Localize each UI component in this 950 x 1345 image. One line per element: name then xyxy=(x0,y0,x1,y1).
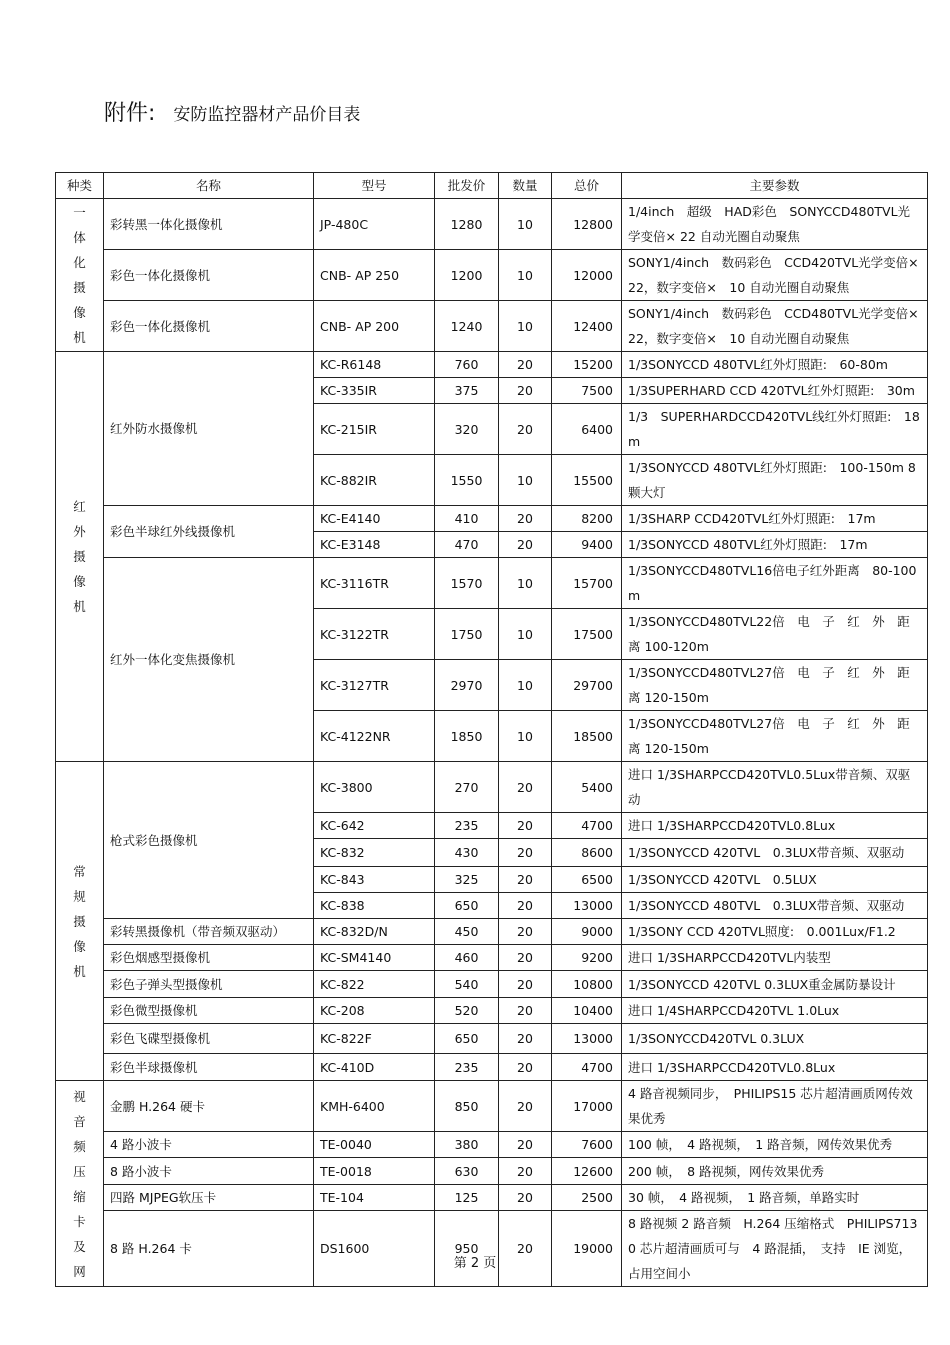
quantity-cell: 20 xyxy=(499,893,552,919)
price-cell: 1750 xyxy=(435,609,499,660)
spec-cell: 1/3SONYCCD 420TVL 0.3LUX带音频、双驱动 xyxy=(622,839,928,867)
price-cell: 380 xyxy=(435,1132,499,1158)
price-cell: 1550 xyxy=(435,455,499,506)
total-cell: 15200 xyxy=(552,352,622,378)
price-cell: 630 xyxy=(435,1158,499,1185)
model-cell: KC-4122NR xyxy=(314,711,435,762)
product-name: 彩转黑摄像机（带音频双驱动） xyxy=(104,919,314,945)
col-header-total: 总价 xyxy=(552,173,622,199)
spec-cell: 进口 1/3SHARPCCD420TVL0.8Lux xyxy=(622,1054,928,1081)
price-cell: 325 xyxy=(435,867,499,893)
table-row xyxy=(56,199,928,250)
heading-lead: 附件: xyxy=(104,101,156,126)
quantity-cell: 20 xyxy=(499,1211,552,1287)
model-cell: TE-0018 xyxy=(314,1158,435,1185)
model-cell: KC-882IR xyxy=(314,455,435,506)
price-cell: 375 xyxy=(435,378,499,404)
total-cell: 7600 xyxy=(552,1132,622,1158)
col-header-wholesale-price: 批发价 xyxy=(435,173,499,199)
quantity-cell: 20 xyxy=(499,919,552,945)
model-cell: KC-3116TR xyxy=(314,558,435,609)
category-cell xyxy=(56,762,104,1081)
table-row xyxy=(56,1211,928,1287)
spec-cell: 1/3SONYCCD 480TVL 0.3LUX带音频、双驱动 xyxy=(622,893,928,919)
model-cell: KC-822F xyxy=(314,1024,435,1054)
spec-cell: SONY1/4inch 数码彩色 CCD420TVL光学变倍× 22，数字变倍× 10 自动光圈自动聚焦 xyxy=(622,250,928,301)
total-cell: 12400 xyxy=(552,301,622,352)
product-name: 枪式彩色摄像机 xyxy=(104,762,314,919)
table-row xyxy=(56,919,928,945)
model-cell: KC-3800 xyxy=(314,762,435,813)
spec-cell: 1/3SONYCCD 480TVL红外灯照距: 17m xyxy=(622,532,928,558)
quantity-cell: 10 xyxy=(499,711,552,762)
col-header-name: 名称 xyxy=(104,173,314,199)
total-cell: 9000 xyxy=(552,919,622,945)
table-row xyxy=(56,762,928,813)
table-row xyxy=(56,1185,928,1211)
price-cell: 950 xyxy=(435,1211,499,1287)
document-heading xyxy=(104,96,360,127)
quantity-cell: 20 xyxy=(499,352,552,378)
model-cell: KC-832D/N xyxy=(314,919,435,945)
spec-cell: 100 帧， 4 路视频， 1 路音频，网传效果优秀 xyxy=(622,1132,928,1158)
quantity-cell: 20 xyxy=(499,998,552,1024)
model-cell: KC-410D xyxy=(314,1054,435,1081)
table-row xyxy=(56,998,928,1024)
spec-cell: 1/3SONYCCD480TVL22倍 电 子 红 外 距 离 100-120m xyxy=(622,609,928,660)
total-cell: 12600 xyxy=(552,1158,622,1185)
quantity-cell: 10 xyxy=(499,609,552,660)
table-row xyxy=(56,506,928,532)
product-name: 四路 MJPEG软压卡 xyxy=(104,1185,314,1211)
product-name: 8 路 H.264 卡 xyxy=(104,1211,314,1287)
spec-cell: 进口 1/4SHARPCCD420TVL 1.0Lux xyxy=(622,998,928,1024)
model-cell: TE-0040 xyxy=(314,1132,435,1158)
table-row xyxy=(56,1024,928,1054)
total-cell: 8600 xyxy=(552,839,622,867)
category-label: 常规摄像机 xyxy=(73,863,86,979)
price-cell: 1570 xyxy=(435,558,499,609)
total-cell: 18500 xyxy=(552,711,622,762)
table-row xyxy=(56,558,928,609)
spec-cell: 1/3SONYCCD480TVL27倍 电 子 红 外 距 离 120-150m xyxy=(622,711,928,762)
col-header-quantity: 数量 xyxy=(499,173,552,199)
total-cell: 10400 xyxy=(552,998,622,1024)
page-number: 第 2 页 xyxy=(453,1256,497,1271)
model-cell: KC-3122TR xyxy=(314,609,435,660)
total-cell: 12800 xyxy=(552,199,622,250)
model-cell: KC-335IR xyxy=(314,378,435,404)
product-name: 彩色半球摄像机 xyxy=(104,1054,314,1081)
total-cell: 29700 xyxy=(552,660,622,711)
product-name: 红外一体化变焦摄像机 xyxy=(104,558,314,762)
category-label: 红外摄像机 xyxy=(73,499,86,614)
quantity-cell: 10 xyxy=(499,660,552,711)
model-cell: CNB- AP 200 xyxy=(314,301,435,352)
category-cell xyxy=(56,352,104,762)
model-cell: KC-843 xyxy=(314,867,435,893)
category-label: 一体化摄像机 xyxy=(73,205,86,345)
quantity-cell: 20 xyxy=(499,762,552,813)
product-name: 彩色微型摄像机 xyxy=(104,998,314,1024)
total-cell: 17500 xyxy=(552,609,622,660)
spec-cell: 1/4inch 超级 HAD彩色 SONYCCD480TVL光学变倍× 22 自动光圈自动聚焦 xyxy=(622,199,928,250)
spec-cell: 200 帧， 8 路视频，网传效果优秀 xyxy=(622,1158,928,1185)
price-cell: 760 xyxy=(435,352,499,378)
spec-cell: 1/3SONYCCD480TVL16倍电子红外距离 80-100m xyxy=(622,558,928,609)
quantity-cell: 20 xyxy=(499,1024,552,1054)
price-cell: 125 xyxy=(435,1185,499,1211)
table-row xyxy=(56,301,928,352)
price-cell: 320 xyxy=(435,404,499,455)
spec-cell: 1/3SONYCCD 420TVL 0.3LUX重金属防暴设计 xyxy=(622,971,928,998)
total-cell: 9200 xyxy=(552,945,622,971)
total-cell: 15700 xyxy=(552,558,622,609)
model-cell: TE-104 xyxy=(314,1185,435,1211)
spec-cell: 进口 1/3SHARPCCD420TVL内装型 xyxy=(622,945,928,971)
quantity-cell: 20 xyxy=(499,839,552,867)
model-cell: KC-E4140 xyxy=(314,506,435,532)
heading-title: 安防监控器材产品价目表 xyxy=(173,105,361,125)
product-name: 彩色烟感型摄像机 xyxy=(104,945,314,971)
product-name: 红外防水摄像机 xyxy=(104,352,314,506)
spec-cell: 1/3SONYCCD 480TVL红外灯照距: 100-150m 8 颗大灯 xyxy=(622,455,928,506)
spec-cell: 1/3SONY CCD 420TVL照度: 0.001Lux/F1.2 xyxy=(622,919,928,945)
quantity-cell: 20 xyxy=(499,813,552,839)
price-cell: 520 xyxy=(435,998,499,1024)
table-row xyxy=(56,250,928,301)
total-cell: 5400 xyxy=(552,762,622,813)
total-cell: 6500 xyxy=(552,867,622,893)
product-name: 8 路小波卡 xyxy=(104,1158,314,1185)
quantity-cell: 20 xyxy=(499,1132,552,1158)
model-cell: KC-3127TR xyxy=(314,660,435,711)
col-header-specs: 主要参数 xyxy=(622,173,928,199)
table-header-row xyxy=(56,173,928,199)
total-cell: 4700 xyxy=(552,813,622,839)
spec-cell: 1/3 SUPERHARDCCD420TVL线红外灯照距: 18m xyxy=(622,404,928,455)
category-cell xyxy=(56,199,104,352)
price-cell: 540 xyxy=(435,971,499,998)
quantity-cell: 20 xyxy=(499,506,552,532)
model-cell: JP-480C xyxy=(314,199,435,250)
total-cell: 9400 xyxy=(552,532,622,558)
table-row xyxy=(56,945,928,971)
price-cell: 2970 xyxy=(435,660,499,711)
category-label: 视音频压缩卡及网 xyxy=(73,1088,86,1279)
model-cell: KC-SM4140 xyxy=(314,945,435,971)
spec-cell: 1/3SONYCCD480TVL27倍 电 子 红 外 距 离 120-150m xyxy=(622,660,928,711)
table-row xyxy=(56,1054,928,1081)
price-cell: 430 xyxy=(435,839,499,867)
quantity-cell: 20 xyxy=(499,404,552,455)
quantity-cell: 20 xyxy=(499,1158,552,1185)
price-cell: 850 xyxy=(435,1081,499,1132)
price-cell: 450 xyxy=(435,919,499,945)
quantity-cell: 20 xyxy=(499,945,552,971)
model-cell: KC-208 xyxy=(314,998,435,1024)
quantity-cell: 20 xyxy=(499,378,552,404)
col-header-category: 种类 xyxy=(56,173,104,199)
quantity-cell: 20 xyxy=(499,532,552,558)
product-name: 彩色半球红外线摄像机 xyxy=(104,506,314,558)
spec-cell: SONY1/4inch 数码彩色 CCD480TVL光学变倍× 22，数字变倍× 10 自动光圈自动聚焦 xyxy=(622,301,928,352)
product-name: 金鹏 H.264 硬卡 xyxy=(104,1081,314,1132)
price-cell: 235 xyxy=(435,813,499,839)
product-name: 彩色子弹头型摄像机 xyxy=(104,971,314,998)
product-name: 彩色飞碟型摄像机 xyxy=(104,1024,314,1054)
price-cell: 460 xyxy=(435,945,499,971)
model-cell: KC-E3148 xyxy=(314,532,435,558)
model-cell: KC-R6148 xyxy=(314,352,435,378)
model-cell: KC-642 xyxy=(314,813,435,839)
quantity-cell: 10 xyxy=(499,455,552,506)
total-cell: 15500 xyxy=(552,455,622,506)
spec-cell: 1/3SONYCCD420TVL 0.3LUX xyxy=(622,1024,928,1054)
price-cell: 270 xyxy=(435,762,499,813)
table-row xyxy=(56,1132,928,1158)
total-cell: 2500 xyxy=(552,1185,622,1211)
total-cell: 8200 xyxy=(552,506,622,532)
total-cell: 13000 xyxy=(552,893,622,919)
table-row xyxy=(56,352,928,378)
table-row xyxy=(56,971,928,998)
quantity-cell: 20 xyxy=(499,971,552,998)
quantity-cell: 10 xyxy=(499,301,552,352)
product-name: 彩转黑一体化摄像机 xyxy=(104,199,314,250)
quantity-cell: 20 xyxy=(499,1054,552,1081)
total-cell: 4700 xyxy=(552,1054,622,1081)
total-cell: 7500 xyxy=(552,378,622,404)
spec-cell: 30 帧， 4 路视频， 1 路音频，单路实时 xyxy=(622,1185,928,1211)
price-cell: 410 xyxy=(435,506,499,532)
total-cell: 10800 xyxy=(552,971,622,998)
col-header-model: 型号 xyxy=(314,173,435,199)
price-cell: 235 xyxy=(435,1054,499,1081)
total-cell: 19000 xyxy=(552,1211,622,1287)
price-cell: 1850 xyxy=(435,711,499,762)
product-name: 彩色一体化摄像机 xyxy=(104,250,314,301)
price-cell: 1200 xyxy=(435,250,499,301)
quantity-cell: 10 xyxy=(499,558,552,609)
model-cell: KC-838 xyxy=(314,893,435,919)
product-name: 彩色一体化摄像机 xyxy=(104,301,314,352)
total-cell: 17000 xyxy=(552,1081,622,1132)
spec-cell: 1/3SONYCCD 480TVL红外灯照距: 60-80m xyxy=(622,352,928,378)
spec-cell: 进口 1/3SHARPCCD420TVL0.5Lux带音频、双驱动 xyxy=(622,762,928,813)
quantity-cell: 20 xyxy=(499,867,552,893)
total-cell: 6400 xyxy=(552,404,622,455)
quantity-cell: 10 xyxy=(499,250,552,301)
price-cell: 650 xyxy=(435,893,499,919)
quantity-cell: 10 xyxy=(499,199,552,250)
price-cell: 470 xyxy=(435,532,499,558)
price-table xyxy=(55,172,928,1287)
model-cell: KC-822 xyxy=(314,971,435,998)
product-name: 4 路小波卡 xyxy=(104,1132,314,1158)
quantity-cell: 20 xyxy=(499,1081,552,1132)
spec-cell: 进口 1/3SHARPCCD420TVL0.8Lux xyxy=(622,813,928,839)
spec-cell: 4 路音视频同步， PHILIPS15 芯片超清画质网传效果优秀 xyxy=(622,1081,928,1132)
spec-cell: 1/3SUPERHARD CCD 420TVL红外灯照距: 30m xyxy=(622,378,928,404)
spec-cell: 1/3SHARP CCD420TVL红外灯照距: 17m xyxy=(622,506,928,532)
total-cell: 13000 xyxy=(552,1024,622,1054)
model-cell: KC-832 xyxy=(314,839,435,867)
model-cell: CNB- AP 250 xyxy=(314,250,435,301)
model-cell: DS1600 xyxy=(314,1211,435,1287)
quantity-cell: 20 xyxy=(499,1185,552,1211)
spec-cell: 8 路视频 2 路音频 H.264 压缩格式 PHILIPS7130 芯片超清画质可与 4 路混插， 支持 IE 浏览，占用空间小 xyxy=(622,1211,928,1287)
model-cell: KMH-6400 xyxy=(314,1081,435,1132)
model-cell: KC-215IR xyxy=(314,404,435,455)
total-cell: 12000 xyxy=(552,250,622,301)
price-cell: 1280 xyxy=(435,199,499,250)
price-cell: 650 xyxy=(435,1024,499,1054)
spec-cell: 1/3SONYCCD 420TVL 0.5LUX xyxy=(622,867,928,893)
table-row xyxy=(56,1158,928,1185)
table-row xyxy=(56,1081,928,1132)
price-cell: 1240 xyxy=(435,301,499,352)
